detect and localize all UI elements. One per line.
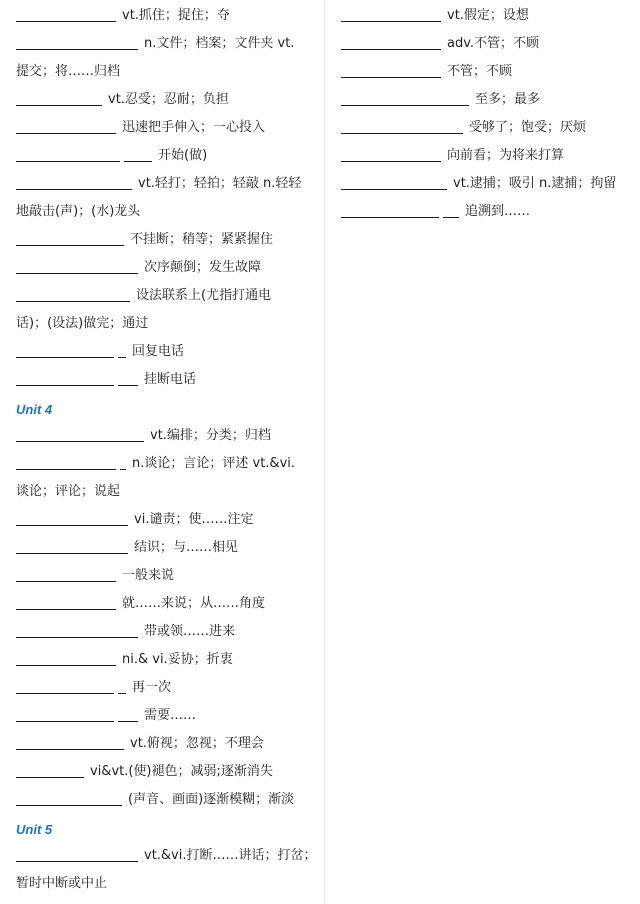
definition-text: 迅速把手伸入；一心投入 [122, 120, 266, 135]
vocab-entry [16, 422, 316, 450]
definition-text: vt.抓住；捉住；夺 [122, 8, 230, 23]
vocab-entry [16, 702, 316, 730]
answer-blank[interactable] [16, 649, 116, 666]
vocab-entry [16, 562, 316, 590]
vocab-entry [341, 114, 637, 142]
answer-blank[interactable] [16, 789, 122, 806]
definition-text-continued: 谈论；评论；说起 [16, 484, 121, 499]
answer-blank-secondary[interactable] [118, 341, 126, 358]
answer-blank[interactable] [16, 89, 102, 106]
vocab-entry [341, 2, 637, 30]
vocab-entry [16, 114, 316, 142]
definition-text: adv.不管；不顾 [447, 36, 540, 51]
answer-blank[interactable] [16, 369, 114, 386]
answer-blank[interactable] [16, 5, 116, 22]
definition-text: 带或领……进来 [144, 624, 236, 639]
definition-text: vt.假定；设想 [447, 8, 529, 23]
definition-text: ni.& vi.妥协；折衷 [122, 652, 233, 667]
definition-text: 受够了；饱受；厌烦 [469, 120, 587, 135]
answer-blank[interactable] [16, 733, 124, 750]
vocab-entry [16, 30, 316, 86]
answer-blank-secondary[interactable] [124, 145, 152, 162]
vocab-entry [16, 842, 316, 898]
unit-5-heading: Unit 5 [16, 822, 53, 837]
definition-text: 一般来说 [122, 568, 175, 583]
vocab-entry [341, 198, 637, 226]
vocab-entry [16, 618, 316, 646]
definition-text: n.谈论；言论；评述 vt.&vi. [132, 456, 296, 471]
answer-blank[interactable] [16, 285, 130, 302]
answer-blank[interactable] [16, 145, 120, 162]
definition-text: 再一次 [132, 680, 172, 695]
vocab-entry [16, 226, 316, 254]
vocab-entry [16, 590, 316, 618]
vocab-entry [16, 758, 316, 786]
answer-blank[interactable] [16, 705, 114, 722]
answer-blank[interactable] [16, 565, 116, 582]
vocab-entry [16, 282, 316, 338]
definition-text-continued: 提交；将……归档 [16, 64, 121, 79]
vocab-entry [16, 646, 316, 674]
vocab-entry [341, 142, 637, 170]
definition-text: 开始(做) [158, 148, 208, 163]
answer-blank[interactable] [341, 117, 463, 134]
answer-blank[interactable] [341, 201, 439, 218]
definition-text: vt.俯视；忽视；不理会 [130, 736, 264, 751]
definition-text: 不挂断；稍等；紧紧握住 [130, 232, 274, 247]
vocab-entry [16, 142, 316, 170]
vocab-entry [16, 450, 316, 506]
definition-text: 挂断电话 [144, 372, 197, 387]
vocab-entry [16, 366, 316, 394]
vocab-entry [16, 674, 316, 702]
answer-blank[interactable] [16, 229, 124, 246]
definition-text: 需要…… [144, 708, 197, 723]
vocab-entry [341, 170, 637, 198]
answer-blank[interactable] [16, 509, 128, 526]
definition-text: vt.&vi.打断……讲话；打岔； [144, 848, 317, 863]
answer-blank[interactable] [16, 117, 116, 134]
definition-text: 追溯到…… [465, 204, 531, 219]
definition-text-continued: 暂时中断或中止 [16, 876, 108, 891]
answer-blank[interactable] [16, 33, 138, 50]
vocab-entry [341, 86, 637, 114]
answer-blank[interactable] [16, 453, 116, 470]
definition-text: 就……来说；从……角度 [122, 596, 266, 611]
vocab-entry [16, 170, 316, 226]
vocab-entry [341, 30, 637, 58]
definition-text: n.文件；档案；文件夹 vt. [144, 36, 295, 51]
vocab-entry [16, 86, 316, 114]
unit-4-heading: Unit 4 [16, 402, 53, 417]
answer-blank-secondary[interactable] [118, 705, 138, 722]
answer-blank[interactable] [16, 425, 144, 442]
answer-blank[interactable] [16, 537, 128, 554]
definition-text: vi.谴责；使……注定 [134, 512, 254, 527]
answer-blank[interactable] [341, 61, 441, 78]
definition-text: 不管；不顾 [447, 64, 513, 79]
answer-blank-secondary[interactable] [120, 453, 126, 470]
answer-blank[interactable] [16, 677, 114, 694]
definition-text: 设法联系上(尤指打通电 [136, 288, 272, 303]
definition-text: vt.忍受；忍耐；负担 [108, 92, 229, 107]
answer-blank[interactable] [341, 33, 441, 50]
vocab-entry [16, 786, 316, 814]
definition-text: 回复电话 [132, 344, 185, 359]
answer-blank[interactable] [16, 341, 114, 358]
vocab-entry [16, 254, 316, 282]
vocab-entry [16, 338, 316, 366]
vocab-entry [16, 2, 316, 30]
vocab-entry [16, 730, 316, 758]
vocab-entry [16, 534, 316, 562]
answer-blank[interactable] [16, 173, 132, 190]
column-divider [324, 0, 325, 904]
answer-blank-secondary[interactable] [443, 201, 459, 218]
definition-text: 向前看；为将来打算 [447, 148, 565, 163]
definition-text: (声音、画面)逐渐模糊；渐淡 [128, 792, 295, 807]
vocab-entry [341, 58, 637, 86]
answer-blank-secondary[interactable] [118, 677, 126, 694]
answer-blank[interactable] [16, 593, 116, 610]
answer-blank[interactable] [341, 5, 441, 22]
answer-blank[interactable] [16, 257, 138, 274]
answer-blank-secondary[interactable] [118, 369, 138, 386]
answer-blank[interactable] [341, 89, 469, 106]
definition-text: 至多；最多 [475, 92, 541, 107]
definition-text: vt.轻打；轻拍；轻敲 n.轻轻 [138, 176, 302, 191]
answer-blank[interactable] [16, 845, 138, 862]
definition-text: 次序颠倒；发生故障 [144, 260, 262, 275]
definition-text-continued: 话)；(设法)做完；通过 [16, 316, 149, 331]
definition-text: vt.编排；分类；归档 [150, 428, 271, 443]
definition-text: 结识；与……相见 [134, 540, 239, 555]
answer-blank[interactable] [341, 145, 441, 162]
vocab-entry [16, 506, 316, 534]
answer-blank[interactable] [341, 173, 447, 190]
answer-blank[interactable] [16, 621, 138, 638]
definition-text: vt.逮捕；吸引 n.逮捕；拘留 [453, 176, 617, 191]
answer-blank[interactable] [16, 761, 84, 778]
definition-text-continued: 地敲击(声)；(水)龙头 [16, 204, 141, 219]
definition-text: vi&vt.(使)褪色；减弱;逐渐消失 [90, 764, 273, 779]
